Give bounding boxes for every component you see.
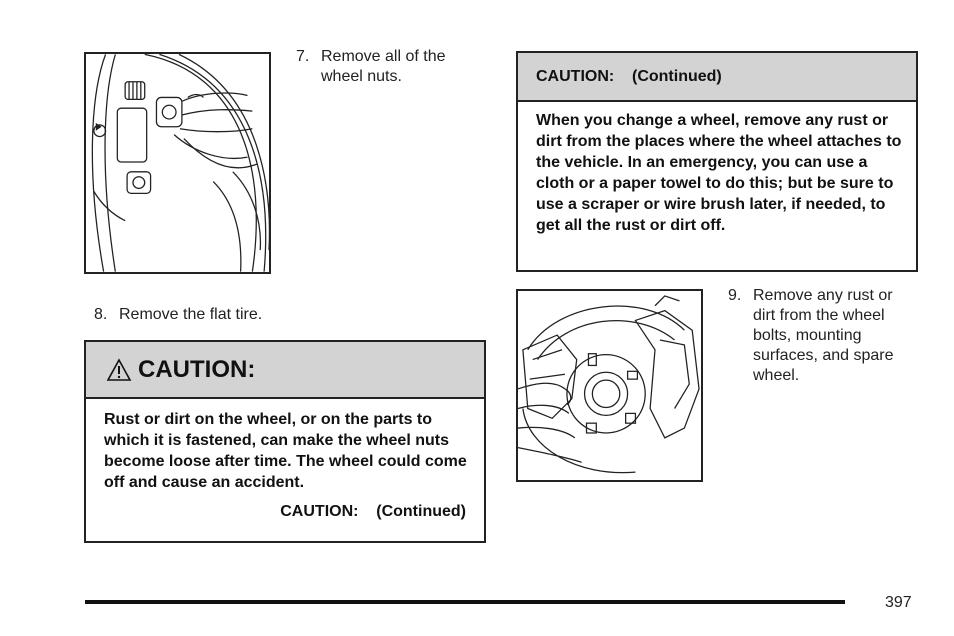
caution-body: Rust or dirt on the wheel, or on the parts to which it is fastened, can make the wheel nuts become loose after time. The wheel could come off and cause an accident. [104,411,467,491]
page-number: 397 [885,594,912,611]
step-number: 7. [296,48,310,65]
caution-continued-box [516,51,918,272]
step-text: Remove the flat tire. [119,306,263,323]
caution-title: CAUTION: [138,355,256,383]
caution-continued-label: CAUTION: (Continued) [280,503,466,520]
caution-box [84,340,486,543]
step-8 [94,305,394,325]
step-number: 8. [94,306,108,323]
hub-cleaning-illustration [516,289,703,482]
caution-continued-body: When you change a wheel, remove any rust or dirt from the places where the wheel attaches to the vehicle. In an emergency, you can use a cloth or a paper towel to do this; but be sure to use a scraper or wire brush later, if needed, to get all the rust or dirt off. [536,112,902,234]
step-9 [728,286,918,386]
step-text: Remove any rust or dirt from the wheel bolts, mounting surfaces, and spare wheel. [753,287,894,384]
step-number: 9. [728,287,742,304]
step-7 [296,47,486,87]
caution-continued-header [518,53,916,102]
hub-cleaning-drawing [518,291,701,480]
footer-rule [85,600,845,604]
caution-continued-title: CAUTION: (Continued) [536,67,722,85]
wheel-nut-drawing [86,54,269,272]
warning-triangle-icon [106,358,132,382]
caution-header [86,342,484,399]
wheel-nut-removal-illustration [84,52,271,274]
step-text: Remove all of the wheel nuts. [321,48,446,85]
